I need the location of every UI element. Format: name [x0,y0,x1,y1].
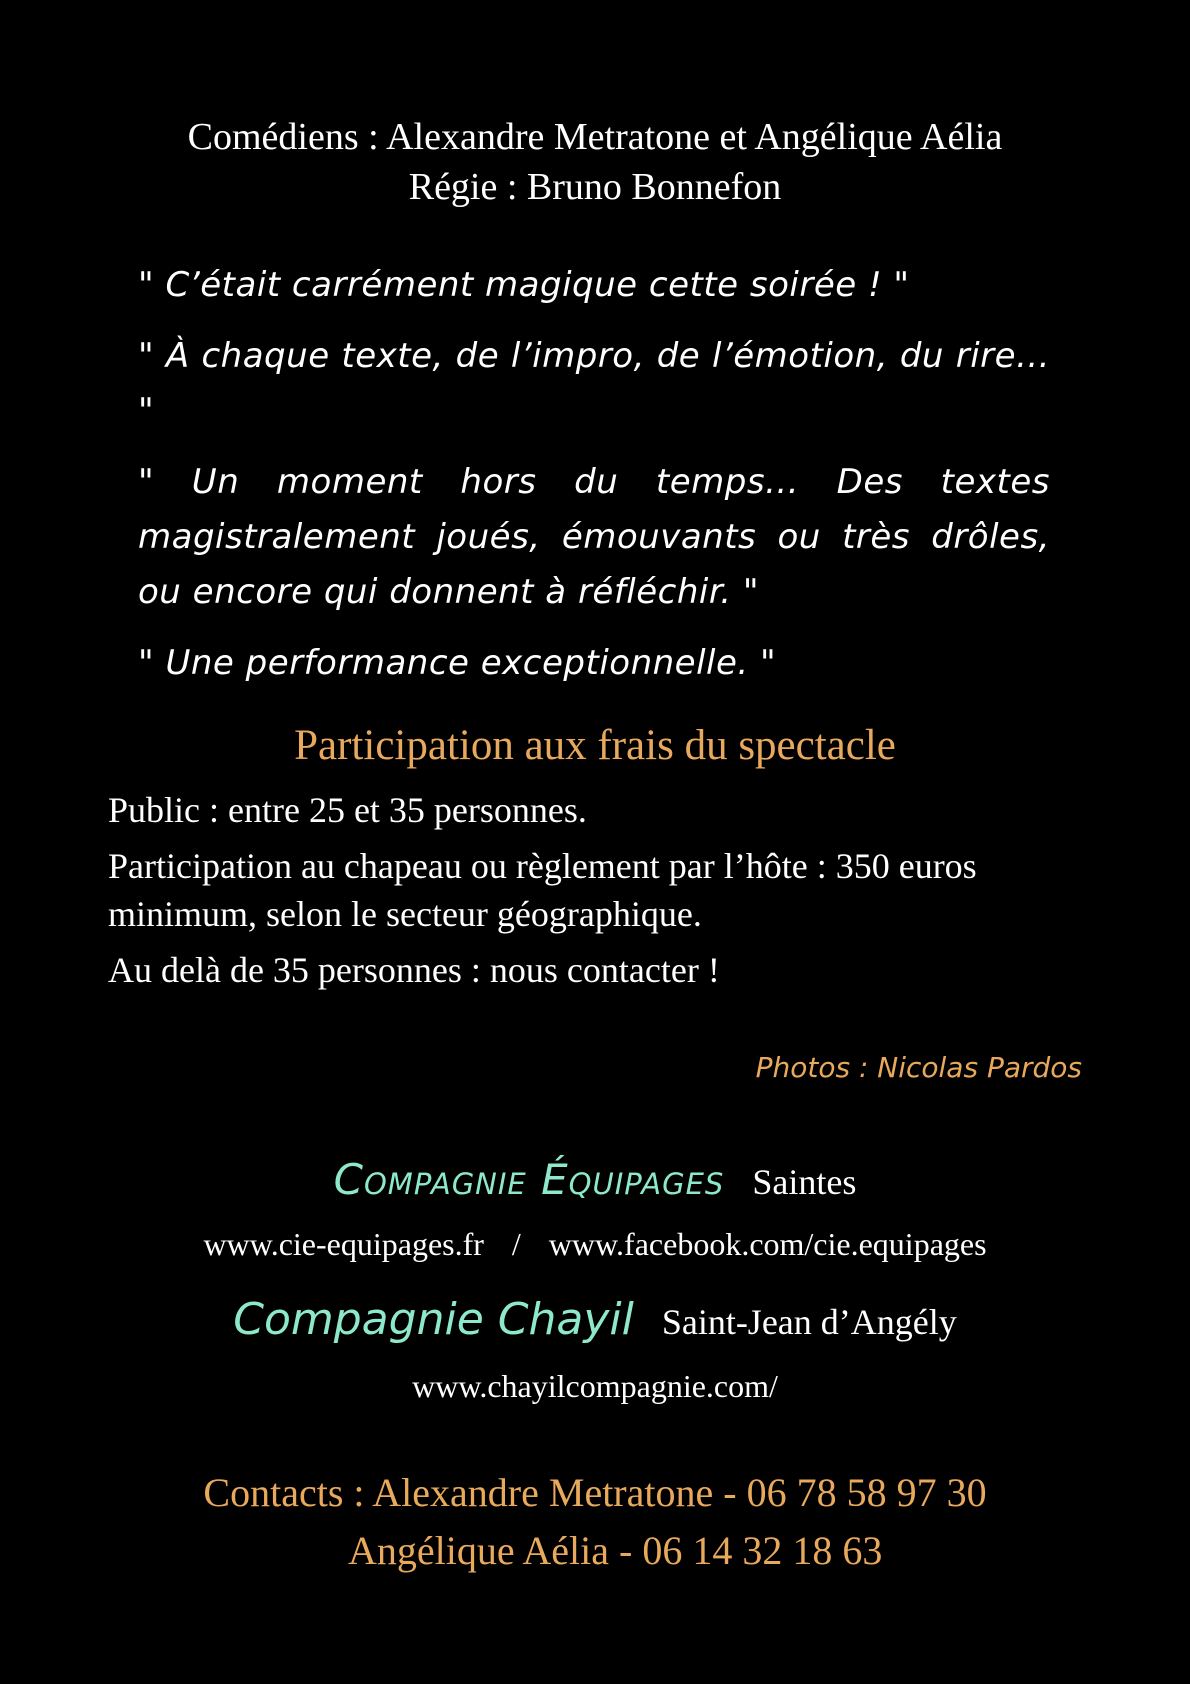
company-chayil-name: Compagnie Chayil [233,1294,634,1345]
testimonial-quote: " Une performance exceptionnelle. " [138,643,777,683]
link-separator: / [511,1226,521,1262]
actors-credit: Comédiens : Alexandre Metratone et Angélique Aélia [187,116,1003,158]
company-equipages-links [0,1222,1190,1266]
contact-line-alexandre: Contacts : Alexandre Metratone - 06 78 58 97 30 [203,1470,987,1515]
testimonial-quote: " À chaque texte, de l’impro, de l’émotion, du rire... " [138,336,1050,431]
large-audience-note: Au delà de 35 personnes : nous contacter ! [108,950,720,990]
credits-block [0,112,1190,212]
testimonial-quote: " C’était carrément magique cette soirée ! " [138,265,910,305]
company-equipages [0,1152,1190,1218]
company-chayil [0,1290,1190,1360]
contact-line-angelique: Angélique Aélia - 06 14 32 18 63 [348,1528,883,1573]
company-equipages-name: Compagnie Équipages [333,1155,725,1204]
company-chayil-city: Saint-Jean d’Angély [661,1302,957,1342]
equipages-facebook-link[interactable]: www.facebook.com/cie.equipages [548,1226,987,1262]
contacts-block [0,1464,1190,1580]
photo-credit: Photos : Nicolas Pardos [755,1051,1082,1084]
testimonials [138,258,1050,707]
testimonial-quote: " Un moment hors du temps... Des textes magistralement joués, émouvants ou très drôles, ou encore qui donnent à réfléchir. " [138,462,1050,612]
participation-details [108,786,1098,1002]
participation-title: Participation aux frais du spectacle [294,722,896,769]
company-chayil-links [0,1364,1190,1408]
stage-credit: Régie : Bruno Bonnefon [408,166,782,208]
company-equipages-city: Saintes [752,1162,857,1202]
chayil-website-link[interactable]: www.chayilcompagnie.com/ [412,1368,778,1404]
audience-size: Public : entre 25 et 35 personnes. [108,790,587,830]
fee-details: Participation au chapeau ou règlement par l’hôte : 350 euros minimum, selon le secteur géographique. [108,846,977,934]
equipages-website-link[interactable]: www.cie-equipages.fr [203,1226,484,1262]
